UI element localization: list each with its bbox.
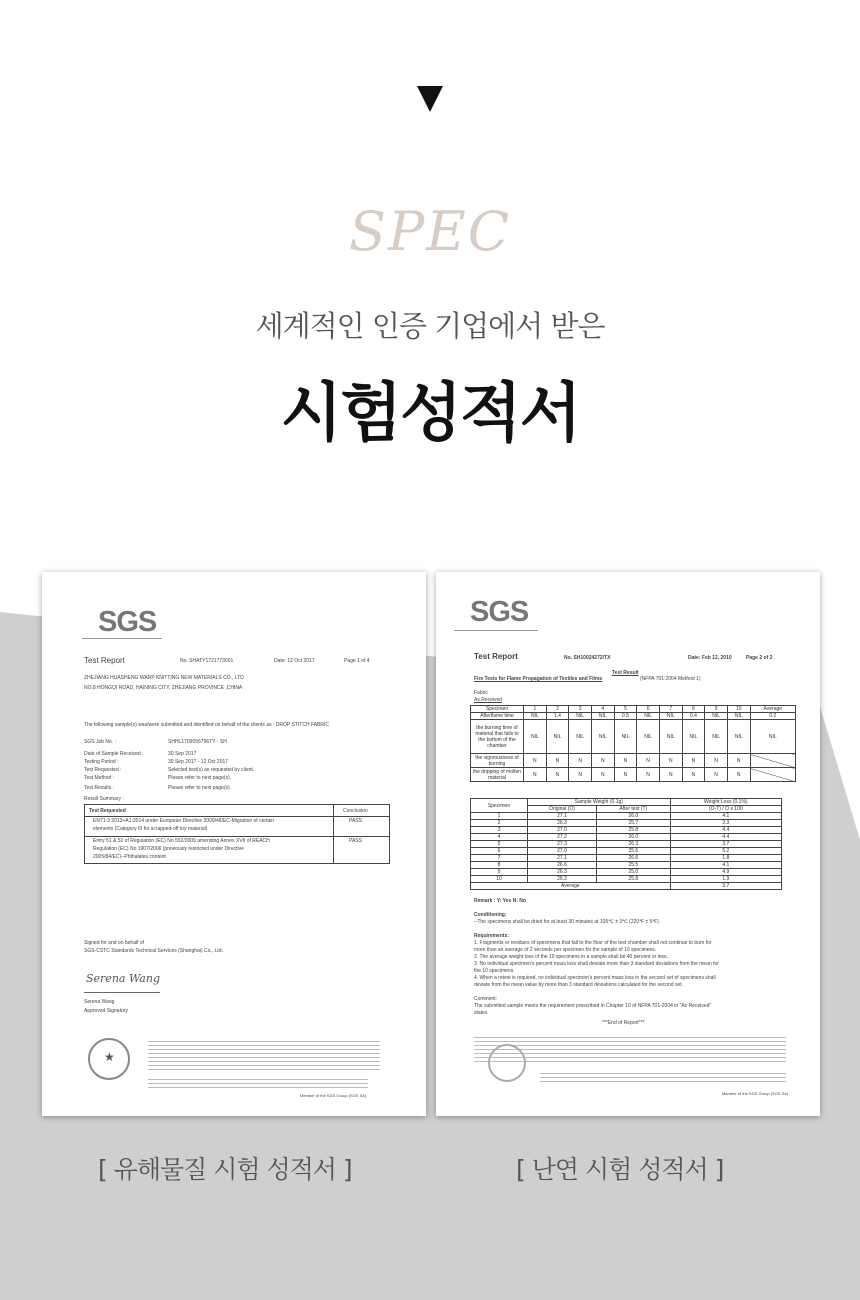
cell: NIL: [727, 720, 750, 754]
requirement-line: 2. The average weight loss of the 10 specimens in a sample shall be 40 percent or less.: [474, 954, 668, 960]
cell: 10: [471, 876, 528, 883]
cell: 27.0: [528, 848, 597, 855]
cell: 1.4: [546, 713, 569, 720]
report-page: Page 2 of 2: [746, 655, 773, 661]
field-value: 30 Sep 2017 - 12 Oct 2017: [168, 759, 229, 765]
remark: Remark : Y: Yes N: No: [474, 898, 526, 904]
cell: 26.3: [528, 869, 597, 876]
requirement-line: the 10 specimens.: [474, 968, 515, 974]
caption-hazardous-test: [ 유해물질 시험 성적서 ]: [98, 1155, 352, 1184]
cell: 27.2: [528, 834, 597, 841]
table-header-test: Test Requested: [89, 808, 126, 814]
field-value: SHHL1709056796TY - SH: [168, 739, 227, 745]
col-subheader: After test (T): [597, 806, 671, 813]
col-header: 8: [682, 706, 705, 713]
row-label: the vigorousness of burning: [471, 754, 524, 768]
cell: N: [614, 768, 637, 782]
cell: NIL: [524, 720, 547, 754]
col-header: 9: [705, 706, 728, 713]
cell: N: [546, 768, 569, 782]
cell: 27.1: [528, 855, 597, 862]
client-name: ZHEJIANG HUASHENG WARP KNITTING NEW MATERIALS CO., LTD: [84, 675, 244, 681]
cell: 4: [471, 834, 528, 841]
cell: 25.5: [597, 862, 671, 869]
page-subtitle: 세계적인 인증 기업에서 받은: [255, 309, 605, 343]
cell: 25.7: [597, 820, 671, 827]
signature: Serena Wang: [86, 972, 160, 985]
cell: 25.8: [597, 876, 671, 883]
address-fine-print: [540, 1070, 786, 1084]
average-label: Average: [471, 883, 671, 890]
cell: N: [524, 754, 547, 768]
cell: N: [682, 754, 705, 768]
requirement-line: deviate from the mean value by more than 3 standard deviations calculated for the second set.: [474, 982, 684, 988]
member-footer: Member of the SGS Group (SGS SA): [300, 1093, 367, 1098]
cell: NIL: [705, 713, 728, 720]
flame-retardant-certificate: [436, 572, 820, 1116]
cell: 26.3: [528, 820, 597, 827]
cell: 2.3: [670, 820, 781, 827]
col-header: 1: [524, 706, 547, 713]
conditioning-text: --The specimens shall be dried for at least 30 minutes at 105℃ ± 3℃ (220℉ ± 5℉).: [474, 919, 661, 925]
cell: NIL: [637, 713, 660, 720]
sgs-logo-underline: [454, 630, 538, 631]
cell: N: [591, 768, 614, 782]
row-label: the dripping of molten material: [471, 768, 524, 782]
cell: 27.3: [528, 841, 597, 848]
col-subheader: (O-T) / O x 100: [670, 806, 781, 813]
stamp-seal-icon: [488, 1044, 526, 1082]
col-subheader: Original (O): [528, 806, 597, 813]
member-footer: Member of the SGS Group (SGS SA): [722, 1091, 789, 1096]
cell: 1.8: [670, 855, 781, 862]
fire-test-method: (NFPA 701:2004 Method 1): [640, 676, 701, 682]
cell: N: [659, 768, 682, 782]
row1-conclusion: PASS: [349, 818, 362, 824]
comment-line-2: states: [474, 1010, 488, 1016]
cell: NIL: [727, 713, 750, 720]
cell: NIL: [659, 720, 682, 754]
field-label: Date of Sample Received :: [84, 751, 144, 757]
col-header: Sample Weight (0.1g): [528, 799, 671, 806]
cell: N: [727, 768, 750, 782]
cell: 1.9: [670, 876, 781, 883]
requirement-line: 3. No individual specimen's percent mass loss shall deviate more than 3 standard deviations from the mean for: [474, 961, 719, 967]
cell: 4.4: [670, 834, 781, 841]
cell: NIL: [705, 720, 728, 754]
signature-line: [84, 992, 160, 993]
col-header: 10: [727, 706, 750, 713]
fine-print-block: [148, 1038, 380, 1072]
field-label: Testing Period :: [84, 759, 119, 765]
fabric-label: Fabric: [474, 690, 488, 696]
end-of-report: ***End of Report***: [602, 1020, 645, 1026]
cell-slash: [750, 768, 795, 782]
field-value: Please refer to next page(s).: [168, 785, 232, 791]
received-label: As Received: [474, 697, 503, 703]
sgs-logo-underline: [82, 638, 162, 639]
cell-slash: [750, 754, 795, 768]
row2-conclusion: PASS: [349, 838, 362, 844]
weight-loss-table: [470, 798, 782, 890]
cell: NIL: [750, 720, 795, 754]
cell: 27.0: [528, 827, 597, 834]
page-title: 시험성적서: [280, 377, 580, 451]
col-header: Average: [750, 706, 795, 713]
col-header: Specimen: [471, 706, 524, 713]
row-label: the burning time of material that falls to the bottom of the chamber: [471, 720, 524, 754]
report-number: No. SH10024272/TX: [564, 655, 611, 661]
report-title: Test Report: [474, 652, 518, 661]
cell: 4.1: [670, 862, 781, 869]
cell: N: [569, 754, 592, 768]
field-label: SGS Job No. :: [84, 739, 116, 745]
hazardous-substance-certificate: [42, 572, 426, 1116]
average-value: 3.7: [670, 883, 781, 890]
report-title: Test Report: [84, 656, 125, 665]
field-value: Selected test(s) as requested by client.: [168, 767, 255, 773]
address-fine-print: [148, 1076, 368, 1090]
cell: 1: [471, 813, 528, 820]
cell: N: [659, 754, 682, 768]
row2-text-c: 2005/84/EC)--Phthalates content: [93, 854, 166, 860]
signatory-name: Serena Wang: [84, 999, 115, 1005]
cell: N: [524, 768, 547, 782]
table-header-conclusion: Conclusion: [343, 808, 368, 814]
result-heading: Test Result: [612, 670, 639, 676]
cell: NIL: [591, 720, 614, 754]
conditioning-heading: Conditioning:: [474, 912, 507, 918]
cell: 26.3: [597, 841, 671, 848]
flame-specimen-table: [470, 705, 796, 782]
cell: 26.3: [528, 876, 597, 883]
cell: 26.0: [597, 813, 671, 820]
requirement-line: 1. Fragments or residues of specimens that fall to the floor of the test chamber shall not continue to burn for: [474, 940, 712, 946]
cell: 3: [471, 827, 528, 834]
field-label: Test Method :: [84, 775, 115, 781]
cell: 7: [471, 855, 528, 862]
cell: 27.1: [528, 813, 597, 820]
cell: 26.6: [597, 855, 671, 862]
row2-text-a: Entry 51 & 52 of Regulation (EC) No 552/2009 amending Annex XVII of REACH: [93, 838, 270, 844]
cell: NIL: [637, 720, 660, 754]
col-header: 4: [591, 706, 614, 713]
col-header: 7: [659, 706, 682, 713]
cell: 6: [471, 848, 528, 855]
row2-text-b: Regulation (EC) No 1907/2006 (previously restricted under Directive: [93, 846, 244, 852]
comment-heading: Comment:: [474, 996, 498, 1002]
cell: N: [682, 768, 705, 782]
cell: N: [705, 768, 728, 782]
report-page: Page 1 of 4: [344, 658, 370, 664]
cell: N: [569, 768, 592, 782]
requirement-line: more than an average of 2 seconds per specimen for the sample of 10 specimens.: [474, 947, 657, 953]
sgs-logo: SGS: [470, 596, 529, 628]
cell: NIL: [659, 713, 682, 720]
cell: N: [591, 754, 614, 768]
caption-flame-test: [ 난연 시험 성적서 ]: [516, 1155, 724, 1184]
field-value: 30 Sep 2017: [168, 751, 197, 757]
intro-text: The following sample(s) was/were submitted and identified on behalf of the clients as : DROP STITCH FABRIC: [84, 722, 330, 728]
cell: 25.6: [597, 848, 671, 855]
cell: NIL: [546, 720, 569, 754]
requirement-line: 4. When a retest is required, no individual specimen's percent mass loss in the second set of specimens shall: [474, 975, 716, 981]
stamp-seal-icon: ★: [88, 1038, 130, 1080]
signatory-role: Approved Signatory: [84, 1008, 128, 1014]
col-header: 3: [569, 706, 592, 713]
cell: NIL: [614, 720, 637, 754]
spec-script-label: SPEC: [348, 200, 512, 263]
cell: 0.5: [614, 713, 637, 720]
client-address: NO.8 HONGQI ROAD, HAINING CITY, ZHEJIANG PROVINCE ,CHINA: [84, 685, 243, 691]
col-header: 5: [614, 706, 637, 713]
signed-line-2: SGS-CSTC Standards Technical Services (Shanghai) Co., Ltd.: [84, 948, 223, 954]
field-value: Please refer to next page(s).: [168, 775, 232, 781]
row-label: Afterflame time: [471, 713, 524, 720]
col-header: Weight Loss (0.1%): [670, 799, 781, 806]
field-label: Test Requested :: [84, 767, 122, 773]
signed-line-1: Signed for and on behalf of: [84, 940, 145, 946]
cell: 4.1: [670, 813, 781, 820]
col-header: 6: [637, 706, 660, 713]
comment-line-1: The submitted sample meets the requirement prescribed in Chapter 10 of NFPA 701-2004 in "As Received": [474, 1003, 712, 1009]
cell: 5.2: [670, 848, 781, 855]
cell: 5: [471, 841, 528, 848]
cell: N: [637, 768, 660, 782]
summary-label: Result Summary :: [84, 796, 124, 802]
down-arrow-icon: [417, 86, 443, 112]
summary-table: [84, 804, 390, 864]
cell: 26.0: [597, 834, 671, 841]
col-header: 2: [546, 706, 569, 713]
cell: NIL: [524, 713, 547, 720]
cell: 3.7: [670, 841, 781, 848]
cell: 4.9: [670, 869, 781, 876]
field-label: Test Results :: [84, 785, 115, 791]
requirements-heading: Requirements:: [474, 933, 510, 939]
row1-text-b: elements (Category III for scrapped-off toy material): [93, 826, 208, 832]
report-date: Date: Feb 12, 2010: [688, 655, 732, 661]
cell: 0.2: [750, 713, 795, 720]
cell: 4.4: [670, 827, 781, 834]
cell: 0.4: [682, 713, 705, 720]
cell: N: [727, 754, 750, 768]
row1-text-a: EN71-3:2013+A1:2014 under European Directive 2009/48/EC-Migration of certain: [93, 818, 275, 824]
report-number: No. SHATY1721773001: [180, 658, 234, 664]
cell: N: [637, 754, 660, 768]
cell: 2: [471, 820, 528, 827]
cell: NIL: [682, 720, 705, 754]
cell: N: [614, 754, 637, 768]
cell: N: [546, 754, 569, 768]
cell: NIL: [569, 713, 592, 720]
sgs-logo: SGS: [98, 606, 157, 638]
cell: 25.0: [597, 869, 671, 876]
cell: 26.6: [528, 862, 597, 869]
cell: 8: [471, 862, 528, 869]
report-date: Date: 12 Oct 2017: [274, 658, 315, 664]
cell: 9: [471, 869, 528, 876]
col-header: Specimen: [471, 799, 528, 813]
cell: NIL: [569, 720, 592, 754]
cell: NIL: [591, 713, 614, 720]
cell: 25.8: [597, 827, 671, 834]
cell: N: [705, 754, 728, 768]
fire-test-title: Fire Tests for Flame Propagation of Textiles and Films: [474, 676, 603, 682]
